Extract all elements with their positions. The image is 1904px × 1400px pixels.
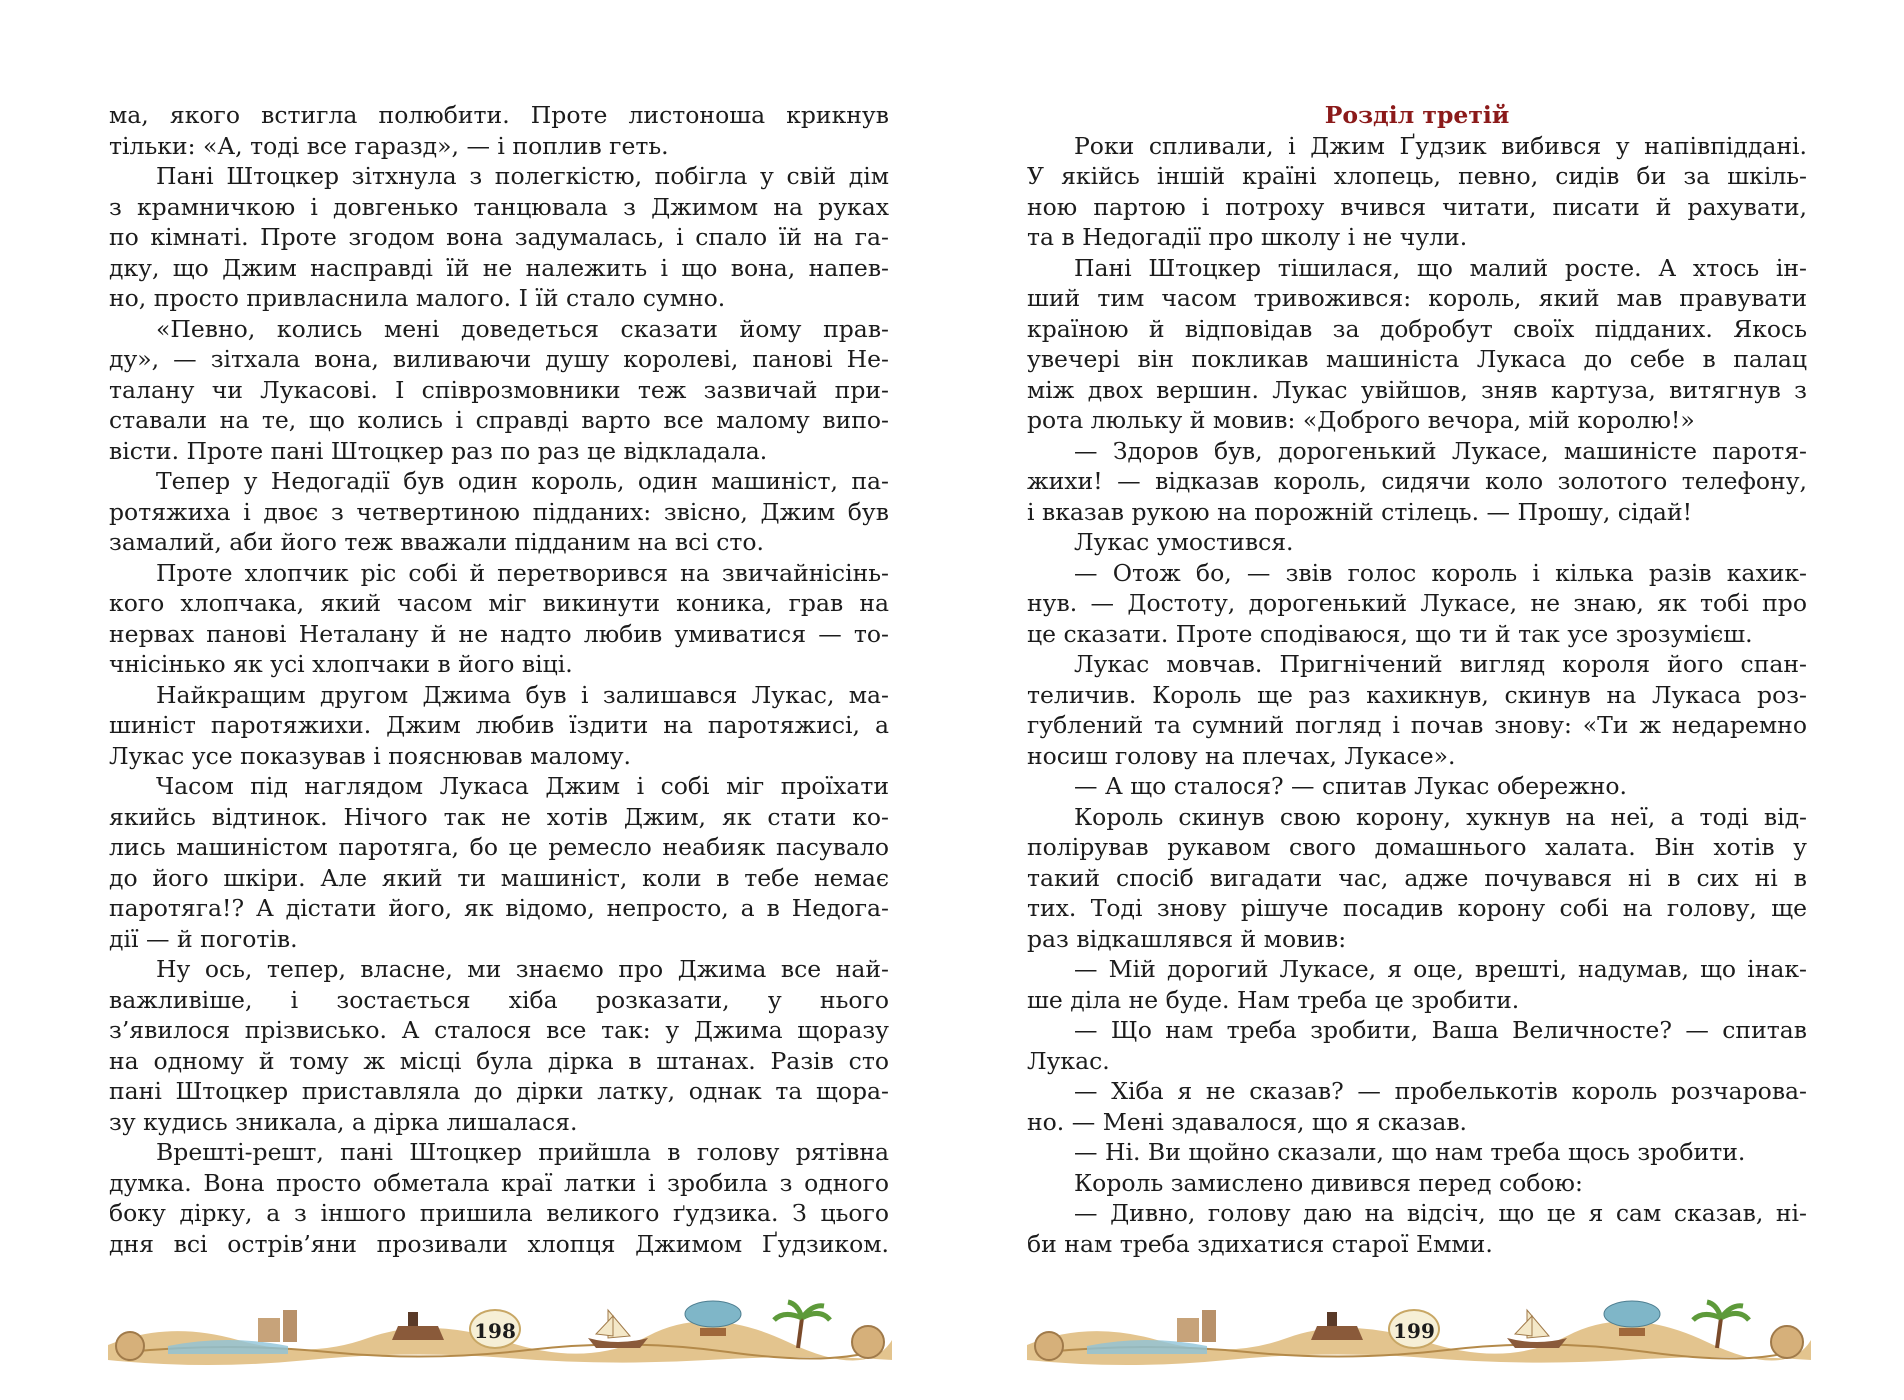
text-line: ною партою і потроху вчився читати, писати й рахувати, bbox=[1027, 192, 1807, 221]
text-line: — Здоров був, дорогенький Лукасе, машиністе паротя- bbox=[1074, 436, 1807, 465]
text-line: тих. Тоді знову рішуче посадив корону собі на голову, ще bbox=[1027, 894, 1807, 922]
chapter-title: Розділ третій bbox=[1324, 101, 1510, 129]
text-line: носиш голову на плечах, Лукасе». bbox=[1027, 741, 1456, 770]
text-line: — Дивно, голову даю на відсіч, що це я сам сказав, ні- bbox=[1074, 1199, 1807, 1227]
text-line: Пані Штоцкер зітхнула з полегкістю, побігла у свій дім bbox=[156, 162, 889, 190]
palm-tree-icon bbox=[1693, 1302, 1749, 1320]
text-line: чнісінько як усі хлопчаки в його віці. bbox=[109, 650, 573, 678]
text-line: — Мій дорогий Лукасе, я оце, врешті, надумав, що інак- bbox=[1074, 955, 1807, 983]
locomotive-icon bbox=[392, 1326, 444, 1340]
text-line: між двох вершин. Лукас увійшов, зняв картуза, витягнув з bbox=[1027, 375, 1807, 404]
text-line: рота люльку й мовив: «Доброго вечора, мій королю!» bbox=[1027, 406, 1695, 434]
text-line: якийсь відтинок. Нічого так не хотів Джим, як стати ко- bbox=[109, 802, 889, 831]
text-line: на одному й тому ж місці була дірка в штанах. Разів сто bbox=[109, 1046, 889, 1075]
text-line: країною й відповідав за добробут своїх підданих. Якось bbox=[1027, 314, 1807, 343]
ship-icon bbox=[1507, 1338, 1567, 1348]
text-line: — Ні. Ви щойно сказали, що нам треба щось зробити. bbox=[1074, 1138, 1746, 1166]
text-line: У якійсь іншій країні хлопець, певно, сидів би за шкіль- bbox=[1027, 162, 1807, 190]
text-line: Ну ось, тепер, власне, ми знаємо про Джима все най- bbox=[156, 955, 889, 983]
text-line: Роки спливали, і Джим Ґудзик вибився у напівпіддані. bbox=[1074, 131, 1807, 160]
text-line: би нам треба здихатися старої Емми. bbox=[1027, 1229, 1493, 1258]
text-line: — А що сталося? — спитав Лукас обережно. bbox=[1074, 772, 1627, 800]
text-line: увечері він покликав машиніста Лукаса до себе в палац bbox=[1027, 345, 1807, 373]
text-line: з’явилося прізвисько. А сталося все так: у Джима щоразу bbox=[109, 1016, 889, 1044]
text-line: — Що нам треба зробити, Ваша Величносте? — спитав bbox=[1074, 1016, 1807, 1044]
text-line: Проте хлопчик ріс собі й перетворився на звичайнісінь- bbox=[156, 558, 889, 587]
text-line: Лукас. bbox=[1027, 1046, 1110, 1075]
text-line: — Хіба я не сказав? — пробелькотів король розчарова- bbox=[1074, 1077, 1807, 1105]
text-line: Тепер у Недогадії був один король, один машиніст, па- bbox=[156, 467, 889, 495]
right-page bbox=[952, 0, 1904, 1400]
castle-icon bbox=[258, 1318, 280, 1342]
text-line: дня всі острів’яни прозивали хлопця Джимом Ґудзиком. bbox=[109, 1229, 889, 1258]
airship-icon bbox=[685, 1301, 741, 1327]
airship-icon bbox=[1604, 1301, 1660, 1327]
text-line: ду», — зітхала вона, виливаючи душу королеві, панові Не- bbox=[109, 345, 889, 373]
text-line: до його шкіри. Але який ти машиніст, коли в тебе немає bbox=[109, 863, 889, 892]
text-line: Король замислено дивився перед собою: bbox=[1074, 1168, 1583, 1197]
text-line: лись машиністом паротяга, бо це ремесло неабияк пасувало bbox=[109, 833, 889, 861]
text-line: Король скинув свою корону, хукнув на неї, а тоді від- bbox=[1074, 802, 1807, 831]
text-line: Пані Штоцкер тішилася, що малий росте. А хтось ін- bbox=[1074, 253, 1807, 282]
text-line: і вказав рукою на порожній стілець. — Прошу, сідай! bbox=[1027, 497, 1693, 526]
page-number: 198 bbox=[469, 1309, 521, 1349]
text-line: ма, якого встигла полюбити. Проте листоноша крикнув bbox=[109, 101, 889, 129]
text-line: Часом під наглядом Лукаса Джим і собі міг проїхати bbox=[156, 772, 889, 800]
text-line: полірував рукавом свого домашнього халата. Він хотів у bbox=[1027, 833, 1807, 861]
text-line: раз відкашлявся й мовив: bbox=[1027, 924, 1347, 953]
text-line: талану чи Лукасові. І співрозмовники теж зазвичай при- bbox=[109, 375, 889, 404]
text-line: думка. Вона просто обметала краї латки і зробила з одного bbox=[109, 1168, 889, 1197]
text-line: ше діла не буде. Нам треба це зробити. bbox=[1027, 985, 1520, 1014]
text-line: пані Штоцкер приставляла до дірки латку, однак та щора- bbox=[109, 1077, 889, 1105]
text-line: важливіше, і зостається хіба розказати, у нього bbox=[109, 985, 889, 1014]
text-line: дку, що Джим насправді їй не належить і що вона, напев- bbox=[109, 253, 889, 282]
text-line: зу кудись зникала, а дірка лишалася. bbox=[109, 1107, 578, 1136]
text-line: з крамничкою і довгенько танцювала з Джимом на руках bbox=[109, 192, 889, 221]
text-line: но, просто привласнила малого. І їй стало сумно. bbox=[109, 284, 726, 312]
text-line: паротяга!? А дістати його, як відомо, непросто, а в Недога- bbox=[109, 894, 889, 922]
ship-icon bbox=[588, 1338, 648, 1348]
text-line: жихи! — відказав король, сидячи коло золотого телефону, bbox=[1027, 467, 1807, 495]
text-line: но. — Мені здавалося, що я сказав. bbox=[1027, 1107, 1468, 1136]
text-line: ставали на те, що колись і справді варто все малому випо- bbox=[109, 406, 889, 434]
text-line: нув. — Достоту, дорогенький Лукасе, не знаю, як тобі про bbox=[1027, 589, 1807, 617]
text-line: замалий, аби його теж вважали підданим на всі сто. bbox=[109, 528, 765, 556]
text-line: Лукас мовчав. Пригнічений вигляд короля його спан- bbox=[1074, 650, 1807, 678]
text-line: — Отож бо, — звів голос король і кілька разів кахик- bbox=[1074, 558, 1807, 587]
text-line: по кімнаті. Проте згодом вона задумалась, і спало їй на га- bbox=[109, 223, 889, 251]
text-line: боку дірку, а з іншого пришила великого ґудзика. З цього bbox=[109, 1199, 889, 1227]
text-line: Лукас умостився. bbox=[1074, 528, 1294, 556]
right-page-text bbox=[1027, 100, 1807, 1259]
text-line: тільки: «А, тоді все гаразд», — і поплив геть. bbox=[109, 131, 669, 160]
page-number: 199 bbox=[1388, 1309, 1440, 1349]
text-line: такий спосіб вигадати час, адже почувався ні в сих ні в bbox=[1027, 863, 1807, 892]
text-line: ший тим часом тривожився: король, який мав правувати bbox=[1027, 284, 1807, 312]
text-line: вісти. Проте пані Штоцкер раз по раз це відкладала. bbox=[109, 436, 768, 465]
text-line: «Певно, колись мені доведеться сказати йому прав- bbox=[156, 314, 889, 343]
locomotive-icon bbox=[1311, 1326, 1363, 1340]
text-line: Лукас усе показував і пояснював малому. bbox=[109, 741, 632, 770]
text-line: та в Недогадії про школу і не чули. bbox=[1027, 223, 1468, 251]
text-line: це сказати. Проте сподіваюся, що ти й так усе зрозумієш. bbox=[1027, 619, 1753, 648]
castle-icon bbox=[1177, 1318, 1199, 1342]
text-line: Найкращим другом Джима був і залишався Лукас, ма- bbox=[156, 680, 889, 709]
text-line: шиніст паротяжихи. Джим любив їздити на паротяжисі, а bbox=[109, 711, 889, 739]
text-line: Врешті-решт, пані Штоцкер прийшла в голову рятівна bbox=[156, 1138, 889, 1166]
text-line: кого хлопчака, який часом міг викинути коника, грав на bbox=[109, 589, 889, 617]
text-line: ротяжиха і двоє з четвертиною підданих: звісно, Джим був bbox=[109, 497, 889, 526]
text-line: дії — й поготів. bbox=[109, 924, 298, 953]
text-line: нервах панові Неталану й не надто любив умиватися — то- bbox=[109, 619, 889, 648]
text-line: гублений та сумний погляд і почав знову: «Ти ж недаремно bbox=[1027, 711, 1807, 739]
text-line: теличив. Король ще раз кахикнув, скинув на Лукаса роз- bbox=[1027, 680, 1807, 709]
left-page-text bbox=[109, 100, 889, 1259]
palm-tree-icon bbox=[774, 1302, 830, 1320]
